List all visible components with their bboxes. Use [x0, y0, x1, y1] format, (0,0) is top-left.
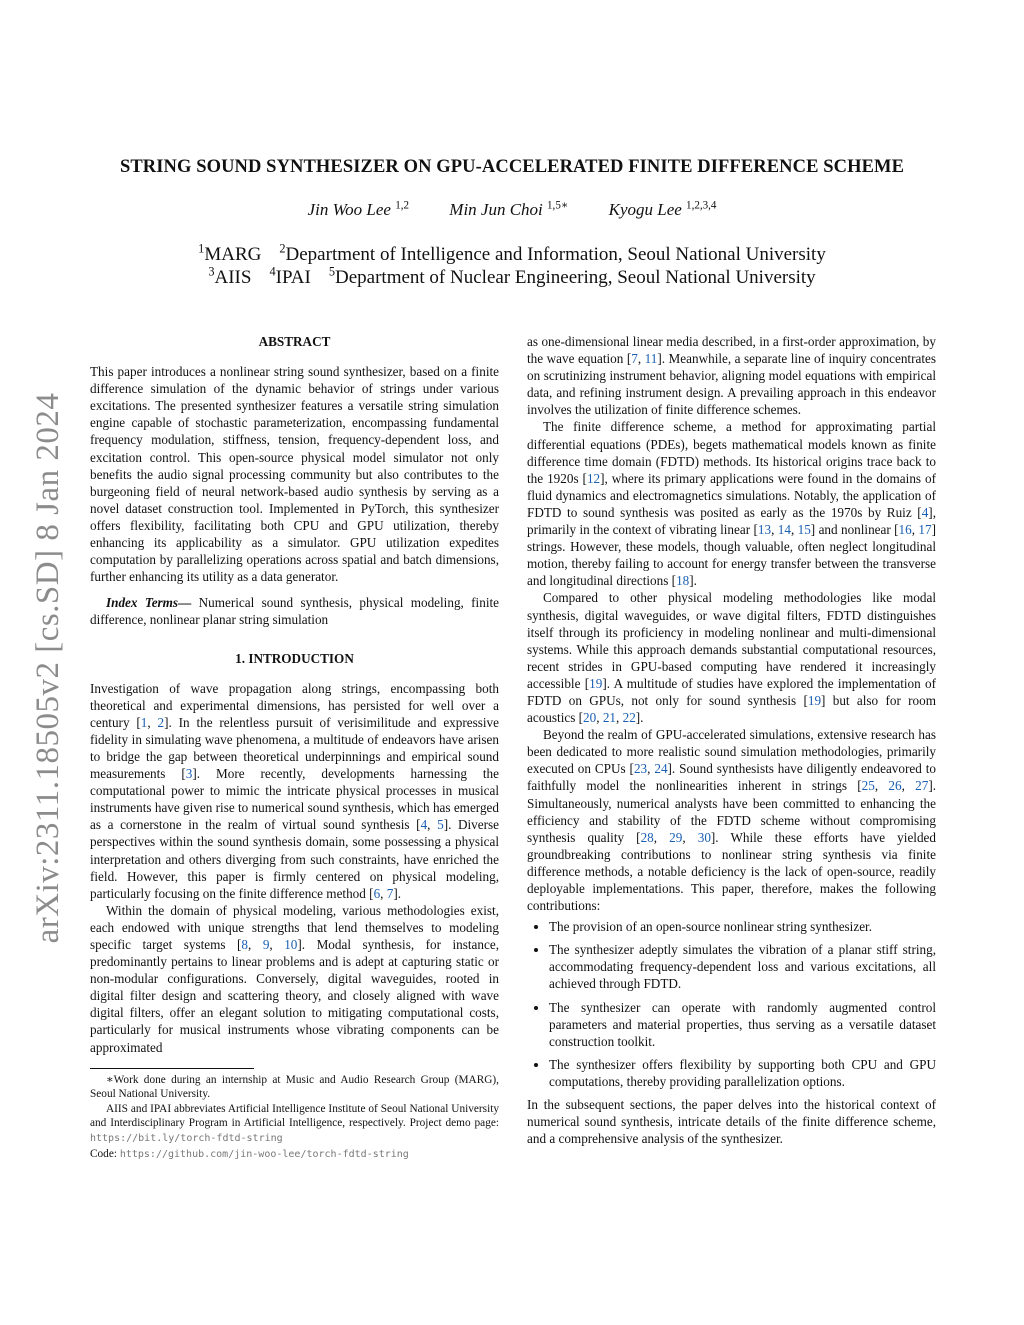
citation-link[interactable]: 5 — [437, 817, 444, 833]
citation-link[interactable]: 21 — [602, 710, 616, 726]
citation-link[interactable]: 14 — [777, 522, 791, 538]
citation-link[interactable]: 23 — [633, 761, 648, 777]
abstract-heading: ABSTRACT — [258, 334, 331, 349]
body-paragraph: Compared to other physical modeling methodologies like modal synthesis, digital waveguides, or wave digital filters, FDTD distinguishes itself through its proficiency in modeling nonlinear and multi-dimensional systems. While this approach demands substantial computational resources, recent strides in GPU-based computing have rendered it increasingly accessible [19]. A multitude of studies have explored the implementation of FDTD on GPUs, not only for sound synthesis [19] but also for room acoustics [20, 21, 22]. — [527, 590, 937, 726]
footnote: AIIS and IPAI abbreviates Artificial Intelligence Institute of Seoul National University and Interdisciplinary Program in Artificial Intelligence, respectively. Project demo page: https://bit.ly/torch-fdtd-string Code: https://github.com/jin-woo-lee/torch-fdtd-string — [90, 1102, 499, 1160]
citation-link[interactable]: 10 — [284, 937, 298, 952]
citation-link[interactable]: 17 — [918, 522, 932, 538]
citation-link[interactable]: 27 — [915, 778, 929, 794]
right-column — [527, 333, 936, 1147]
citation-link[interactable]: 18 — [676, 573, 690, 589]
citation-link[interactable]: 28 — [640, 829, 654, 845]
paper-title: STRING SOUND SYNTHESIZER ON GPU-ACCELERATED FINITE DIFFERENCE SCHEME — [119, 157, 905, 177]
list-item: • The synthesizer can operate with randomly augmented control parameters and material properties, thus serving as a versatile dataset construction toolkit. — [549, 999, 936, 1050]
footnote-rule — [90, 1068, 254, 1069]
citation-link[interactable]: 26 — [888, 778, 902, 794]
citation-link[interactable]: 29 — [669, 829, 683, 845]
affiliation-line: $^3$AIIS $^4$IPAI $^5$Department of Nuclear Engineering, Seoul National University — [208, 264, 816, 288]
citation-link[interactable]: 7 — [386, 885, 394, 901]
body-paragraph: In the subsequent sections, the paper delves into the historical context of numerical sound synthesis, intricate details of the finite difference scheme, and a comprehensive analysis of the synthesizer. — [527, 1097, 936, 1147]
citation-link[interactable]: 16 — [898, 522, 912, 538]
citation-link[interactable]: 19 — [807, 692, 822, 708]
arxiv-identifier: arXiv:2311.18505v2 [cs.SD] 8 Jan 2024 — [30, 392, 66, 944]
citation-link[interactable]: 20 — [583, 710, 597, 726]
intro-paragraph: Investigation of wave propagation along strings, encompassing both theoretical and experimental dimensions, has persisted for well over a century [1, 2]. In the relentless pursuit of verisimilitude and expressive fidelity in simulating wave phenomena, a multitude of endeavors have arisen to bridge the gap between theoretical underpinnings and empirical sound measurements [3]. More recently, developments harnessing the computational power to mimic the intricate physical processes in musical instruments have given rise to numerical sound synthesis, which has emerged as a cornerstone in the realm of virtual sound synthesis [4, 5]. Diverse perspectives within the sound synthesis domain, some possessing a physical interpretation and others diverging from such constraints, have enriched the field. However, this paper is firmly centered on physical modeling, particularly focusing on the finite difference method [6, 7]. — [90, 680, 500, 901]
citation-link[interactable]: 24 — [654, 761, 668, 777]
abstract-text: This paper introduces a nonlinear string sound synthesizer, based on a finite difference simulation of the dynamic behavior of strings under various excitations. The presented synthesizer features a versatile string simulation engine capable of stochastic parameterization, encompassing fundamental frequency modulation, stiffness, tension, frequency-dependent loss, and excitation control. This open-source physical model simulator not only benefits the audio signal processing community but also contributes to the burgeoning field of neural network-based audio synthesis by serving as a novel dataset construction tool. Implemented in PyTorch, this synthesizer offers flexibility, facilitating both CPU and GPU utilization, thereby enhancing its applicability as a simulator. GPU utilization expedites computation by parallelizing operations across spatial and batch dimensions, further enhancing its utility as a data generator. — [90, 364, 499, 585]
footnotes — [90, 1073, 499, 1163]
body-paragraph: The finite difference scheme, a method for approximating partial differential equations (PDEs), begets mathematical models known as finite difference time domain (FDTD) methods. Its historical origins trace back to the 1920s [12], where its primary applications were found in the domains of fluid dynamics and electromagnetics simulations. Notably, the application of FDTD to sound synthesis was posited as early as the 1970s by Ruiz [4], primarily in the context of vibrating linear [13, 14, 15] and nonlinear [16, 17] strings. However, these models, though valuable, often neglect longitudinal motion, thereby failing to account for energy transfer between the transverse and longitudinal directions [18]. — [527, 419, 936, 589]
intro-paragraph: Within the domain of physical modeling, various methodologies exist, each endowed with unique strengths that lend themselves to modeling specific target systems [8, 9, 10]. Modal synthesis, for instance, predominantly pertains to linear problems and is adept at capturing static or non-modular configurations. Conversely, digital waveguides, rooted in digital filter design and scattering theory, and closely aligned with wave digital filters, offer an elegant solution to mitigating computational costs, particularly for musical instruments whose vibrating components can be approximated — [90, 902, 500, 1055]
affiliation-line: $^1$MARG $^2$Department of Intelligence and Information, Seoul National University — [198, 241, 826, 265]
list-item: • The provision of an open-source nonlinear string synthesizer. — [549, 918, 936, 935]
citation-link[interactable]: 30 — [697, 829, 711, 845]
demo-link[interactable]: https://bit.ly/torch-fdtd-string — [90, 1133, 283, 1145]
author: Min Jun Choi $^{1,5∗}$ — [449, 199, 569, 219]
section-heading-introduction: 1. INTRODUCTION — [235, 650, 354, 666]
footnote: ∗Work done during an internship at Music and Audio Research Group (MARG), Seoul National University. — [90, 1073, 499, 1101]
index-terms: Index Terms— Numerical sound synthesis, physical modeling, finite difference, nonlinear planar string simulation — [90, 595, 499, 628]
citation-link[interactable]: 1 — [140, 714, 148, 730]
list-item: • The synthesizer offers flexibility by supporting both CPU and GPU computations, thereby providing parallelization options. — [549, 1056, 936, 1090]
citation-link[interactable]: 15 — [797, 522, 811, 538]
body-paragraph: as one-dimensional linear media described, in a first-order approximation, by the wave equation [7, 11]. Meanwhile, a separate line of inquiry concentrates on scrutinizing instrument behavior, aligning model equations with empirical data, and refining instrument design. A prevailing approach in this endeavor involves the utilization of finite difference schemes. — [527, 334, 936, 418]
citation-link[interactable]: 25 — [861, 778, 875, 794]
citation-link[interactable]: 11 — [644, 351, 658, 367]
citation-link[interactable]: 19 — [589, 675, 603, 691]
citation-link[interactable]: 3 — [185, 766, 193, 782]
citation-link[interactable]: 9 — [262, 937, 270, 952]
contributions-list — [527, 918, 936, 1090]
citation-link[interactable]: 12 — [586, 470, 601, 486]
citation-link[interactable]: 6 — [373, 885, 381, 901]
citation-link[interactable]: 4 — [921, 504, 929, 520]
citation-link[interactable]: 22 — [622, 710, 636, 726]
citation-link[interactable]: 13 — [757, 522, 772, 538]
list-item: • The synthesizer adeptly simulates the vibration of a planar stiff string, accommodating frequency-dependent loss and various excitations, all achieved through FDTD. — [549, 941, 936, 992]
citation-link[interactable]: 7 — [631, 351, 638, 367]
author: Kyogu Lee $^{1,2,3,4}$ — [608, 199, 717, 219]
body-paragraph: Beyond the realm of GPU-accelerated simulations, extensive research has been dedicated to more realistic sound simulation methodologies, primarily executed on CPUs [23, 24]. Sound synthesists have diligently endeavored to faithfully model the nonlinearities inherent in strings [25, 26, 27]. Simultaneously, numerical analysts have been committed to enhancing the efficiency and stability of the FDTD scheme without compromising synthesis quality [28, 29, 30]. While these efforts have yielded groundbreaking contributions to nonlinear string synthesis via finite difference methods, a notable deficiency is the lack of open-source, readily deployable implementations. This paper, therefore, makes the following contributions: — [527, 727, 937, 914]
citation-link[interactable]: 8 — [241, 937, 249, 952]
left-column — [90, 333, 499, 1162]
citation-link[interactable]: 2 — [157, 714, 165, 730]
author-list — [60, 200, 964, 220]
code-link[interactable]: https://github.com/jin-woo-lee/torch-fdtd-string — [119, 1148, 409, 1160]
citation-link[interactable]: 4 — [420, 817, 428, 833]
author: Jin Woo Lee $^{1,2}$ — [307, 199, 410, 219]
